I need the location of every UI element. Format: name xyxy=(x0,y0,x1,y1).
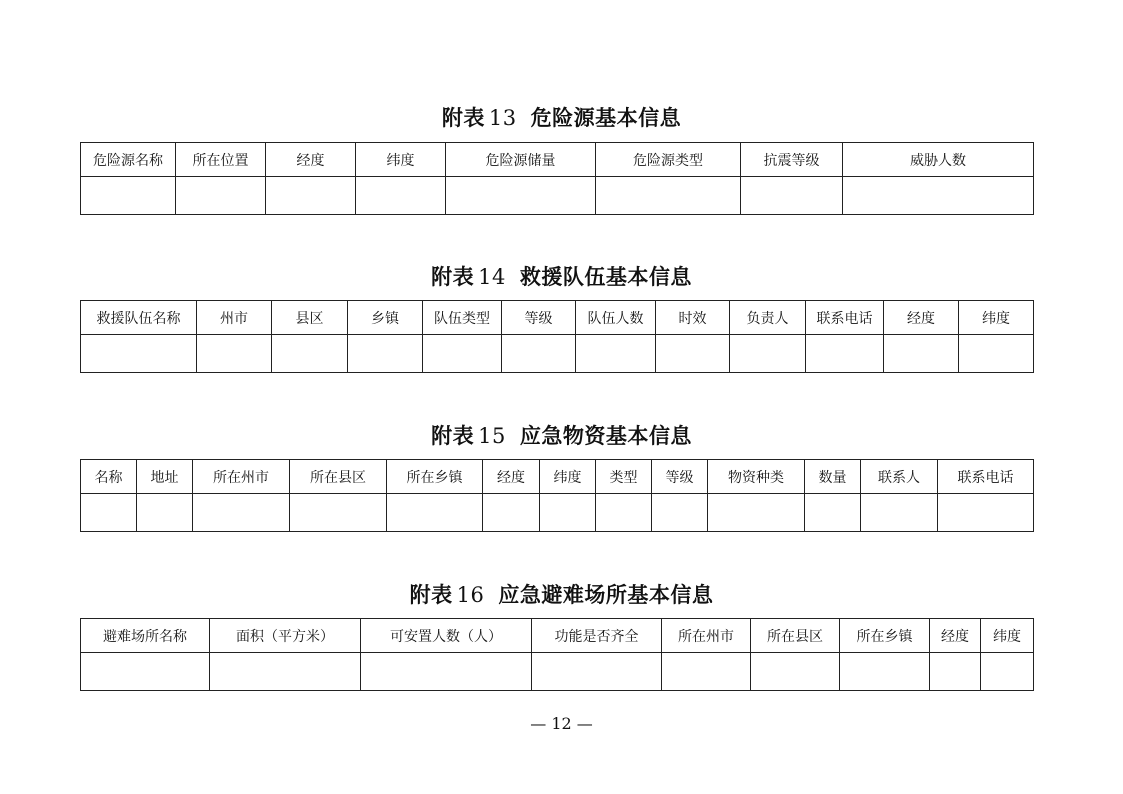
empty-cell[interactable] xyxy=(356,177,446,215)
empty-cell[interactable] xyxy=(348,335,423,373)
header-cell: 等级 xyxy=(502,301,576,335)
header-cell: 队伍人数 xyxy=(576,301,656,335)
table-15-title xyxy=(0,422,1123,450)
header-cell: 联系电话 xyxy=(938,460,1034,494)
title-text: 救援队伍基本信息 xyxy=(519,264,692,289)
empty-cell[interactable] xyxy=(272,335,348,373)
header-cell: 所在县区 xyxy=(751,619,840,653)
header-cell: 经度 xyxy=(483,460,540,494)
empty-cell[interactable] xyxy=(576,335,656,373)
header-cell: 联系电话 xyxy=(806,301,884,335)
empty-cell[interactable] xyxy=(596,177,741,215)
title-text: 应急避难场所基本信息 xyxy=(498,582,714,607)
empty-cell[interactable] xyxy=(861,494,938,532)
header-cell: 地址 xyxy=(137,460,193,494)
title-number: 13 xyxy=(488,106,517,130)
title-number: 15 xyxy=(478,424,506,448)
header-row xyxy=(81,301,1034,335)
empty-row xyxy=(81,177,1034,215)
empty-cell[interactable] xyxy=(81,494,137,532)
empty-cell[interactable] xyxy=(446,177,596,215)
header-cell: 纬度 xyxy=(540,460,596,494)
empty-cell[interactable] xyxy=(652,494,708,532)
header-cell: 面积（平方米） xyxy=(210,619,361,653)
empty-cell[interactable] xyxy=(930,653,981,691)
title-prefix: 附表 xyxy=(431,423,475,448)
empty-cell[interactable] xyxy=(387,494,483,532)
empty-cell[interactable] xyxy=(361,653,532,691)
header-cell: 类型 xyxy=(596,460,652,494)
empty-cell[interactable] xyxy=(806,335,884,373)
header-row xyxy=(81,619,1034,653)
header-cell: 时效 xyxy=(656,301,730,335)
title-number: 14 xyxy=(478,265,506,289)
empty-cell[interactable] xyxy=(656,335,730,373)
header-cell: 数量 xyxy=(805,460,861,494)
empty-row xyxy=(81,653,1034,691)
empty-cell[interactable] xyxy=(266,177,356,215)
header-cell: 危险源储量 xyxy=(446,143,596,177)
table-15-emergency-supplies xyxy=(80,459,1034,532)
empty-cell[interactable] xyxy=(210,653,361,691)
header-cell: 救援队伍名称 xyxy=(81,301,197,335)
empty-cell[interactable] xyxy=(981,653,1034,691)
header-cell: 避难场所名称 xyxy=(81,619,210,653)
table-14-title xyxy=(0,263,1123,291)
header-cell: 物资种类 xyxy=(708,460,805,494)
header-cell: 所在县区 xyxy=(290,460,387,494)
empty-cell[interactable] xyxy=(81,653,210,691)
header-cell: 县区 xyxy=(272,301,348,335)
table-16-emergency-shelters xyxy=(80,618,1034,691)
table-16-title xyxy=(0,581,1123,609)
title-prefix: 附表 xyxy=(441,105,485,130)
title-text: 应急物资基本信息 xyxy=(519,423,692,448)
header-cell: 队伍类型 xyxy=(423,301,502,335)
empty-cell[interactable] xyxy=(708,494,805,532)
page-number: — 12 — xyxy=(530,714,593,733)
empty-cell[interactable] xyxy=(193,494,290,532)
header-cell: 纬度 xyxy=(356,143,446,177)
header-cell: 危险源类型 xyxy=(596,143,741,177)
table-13-hazard-sources xyxy=(80,142,1034,215)
empty-cell[interactable] xyxy=(840,653,930,691)
empty-cell[interactable] xyxy=(884,335,959,373)
header-cell: 纬度 xyxy=(959,301,1034,335)
empty-cell[interactable] xyxy=(532,653,662,691)
header-cell: 所在乡镇 xyxy=(387,460,483,494)
header-cell: 所在乡镇 xyxy=(840,619,930,653)
empty-cell[interactable] xyxy=(81,177,176,215)
header-cell: 经度 xyxy=(266,143,356,177)
header-row xyxy=(81,143,1034,177)
header-cell: 可安置人数（人） xyxy=(361,619,532,653)
empty-cell[interactable] xyxy=(137,494,193,532)
empty-cell[interactable] xyxy=(483,494,540,532)
empty-cell[interactable] xyxy=(176,177,266,215)
empty-cell[interactable] xyxy=(938,494,1034,532)
empty-cell[interactable] xyxy=(959,335,1034,373)
header-cell: 经度 xyxy=(884,301,959,335)
empty-cell[interactable] xyxy=(596,494,652,532)
empty-row xyxy=(81,494,1034,532)
header-cell: 所在位置 xyxy=(176,143,266,177)
empty-cell[interactable] xyxy=(502,335,576,373)
empty-cell[interactable] xyxy=(197,335,272,373)
empty-cell[interactable] xyxy=(805,494,861,532)
header-cell: 抗震等级 xyxy=(741,143,843,177)
empty-cell[interactable] xyxy=(540,494,596,532)
empty-cell[interactable] xyxy=(741,177,843,215)
empty-cell[interactable] xyxy=(843,177,1034,215)
header-cell: 名称 xyxy=(81,460,137,494)
header-cell: 州市 xyxy=(197,301,272,335)
header-cell: 所在州市 xyxy=(662,619,751,653)
header-cell: 危险源名称 xyxy=(81,143,176,177)
header-cell: 乡镇 xyxy=(348,301,423,335)
header-cell: 纬度 xyxy=(981,619,1034,653)
empty-cell[interactable] xyxy=(81,335,197,373)
empty-cell[interactable] xyxy=(751,653,840,691)
header-cell: 功能是否齐全 xyxy=(532,619,662,653)
title-text: 危险源基本信息 xyxy=(530,105,682,130)
header-cell: 等级 xyxy=(652,460,708,494)
header-cell: 威胁人数 xyxy=(843,143,1034,177)
header-row xyxy=(81,460,1034,494)
empty-cell[interactable] xyxy=(423,335,502,373)
header-cell: 联系人 xyxy=(861,460,938,494)
empty-row xyxy=(81,335,1034,373)
table-13-title xyxy=(0,104,1123,132)
empty-cell[interactable] xyxy=(290,494,387,532)
empty-cell[interactable] xyxy=(662,653,751,691)
header-cell: 经度 xyxy=(930,619,981,653)
title-prefix: 附表 xyxy=(409,582,453,607)
title-prefix: 附表 xyxy=(431,264,475,289)
title-number: 16 xyxy=(456,583,485,607)
header-cell: 负责人 xyxy=(730,301,806,335)
empty-cell[interactable] xyxy=(730,335,806,373)
header-cell: 所在州市 xyxy=(193,460,290,494)
table-14-rescue-teams xyxy=(80,300,1034,373)
